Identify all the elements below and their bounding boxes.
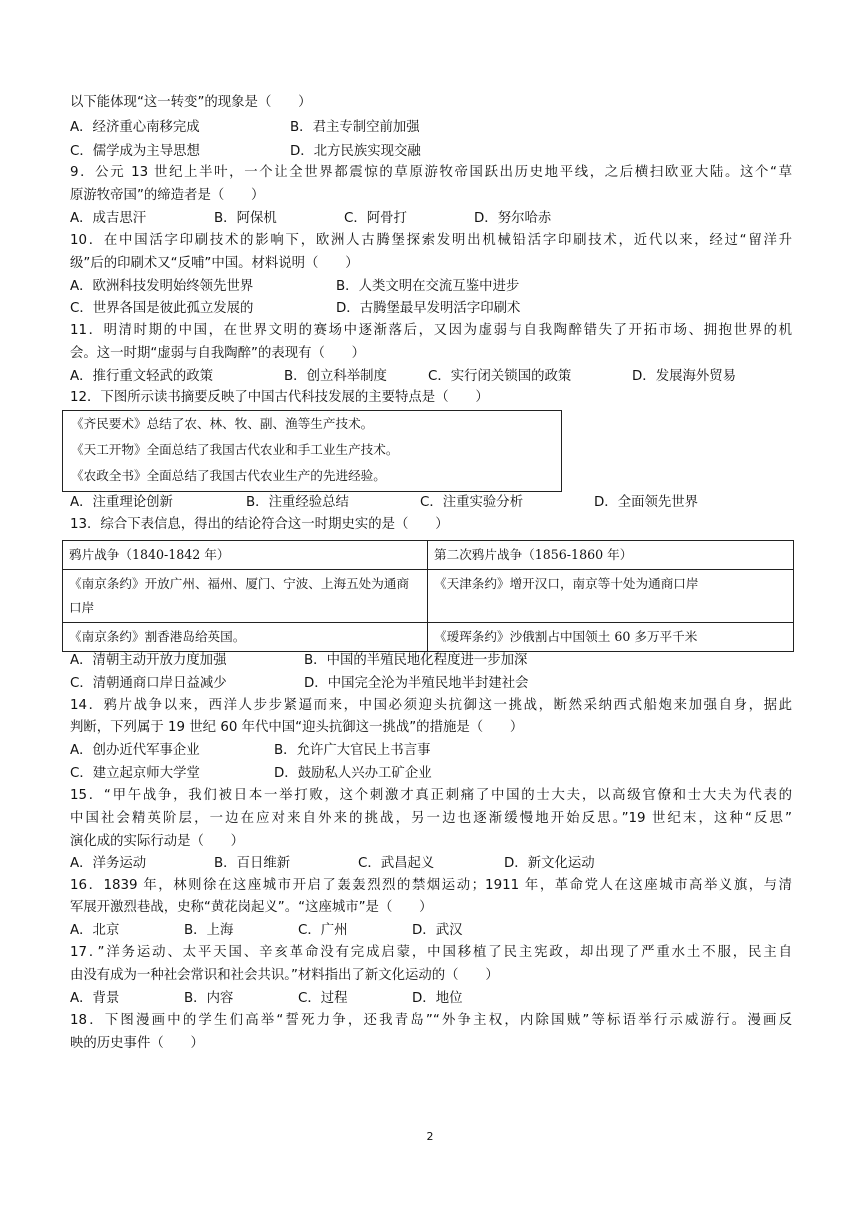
question-13-stem: 13．综合下表信息，得出的结论符合这一时期史实的是（ ） bbox=[70, 517, 449, 532]
table-cell: 鸦片战争（1840-1842 年） bbox=[63, 541, 428, 570]
reading-note-3: 《农政全书》全面总结了我国古代农业生产的先进经验。 bbox=[71, 468, 386, 483]
option-c: C．世界各国是彼此孤立发展的 bbox=[70, 301, 254, 316]
question-intro-stem: 以下能体现“这一转变”的现象是（ ） bbox=[70, 95, 312, 110]
option-a: A．欧洲科技发明始终领先世界 bbox=[70, 279, 254, 294]
table-cell: 《天津条约》增开汉口，南京等十处为通商口岸 bbox=[428, 570, 794, 623]
option-a: A．创办近代军事企业 bbox=[70, 743, 200, 758]
reading-note-2: 《天工开物》全面总结了我国古代农业和手工业生产技术。 bbox=[71, 442, 399, 457]
table-row bbox=[63, 541, 794, 570]
question-14-line-1: 14．鸦片战争以来，西洋人步步紧逼而来，中国必须迎头抗御这一挑战，断然采纳西式船炮来加强自身，据此 bbox=[70, 698, 792, 713]
page-number: 2 bbox=[426, 1130, 434, 1143]
question-14-line-2: 判断，下列属于 19 世纪 60 年代中国“迎头抗御这一挑战”的措施是（ ） bbox=[70, 720, 524, 735]
table-cell: 《南京条约》开放广州、福州、厦门、宁波、上海五处为通商口岸 bbox=[63, 570, 428, 623]
option-d: D．努尔哈赤 bbox=[474, 211, 552, 226]
option-c: C．儒学成为主导思想 bbox=[70, 144, 200, 159]
question-10-line-1: 10．在中国活字印刷技术的影响下，欧洲人古腾堡探索发明出机械铅活字印刷技术，近代以来，经过“留洋升 bbox=[70, 233, 792, 248]
option-b: B．阿保机 bbox=[214, 211, 277, 226]
option-b: B．上海 bbox=[184, 923, 234, 938]
option-b: B．人类文明在交流互鉴中进步 bbox=[336, 279, 520, 294]
question-9-line-1: 9．公元 13 世纪上半叶，一个让全世界都震惊的草原游牧帝国跃出历史地平线，之后横扫欧亚大陆。这个“草 bbox=[70, 165, 792, 180]
table-cell: 《南京条约》割香港岛给英国。 bbox=[63, 623, 428, 652]
option-c: C．建立起京师大学堂 bbox=[70, 766, 200, 781]
option-a: A．推行重文轻武的政策 bbox=[70, 369, 214, 384]
option-c: C．阿骨打 bbox=[344, 211, 407, 226]
option-b: B．内容 bbox=[184, 991, 234, 1006]
option-d: D．古腾堡最早发明活字印刷术 bbox=[336, 301, 521, 316]
table-cell: 《瑷珲条约》沙俄割占中国领土 60 多万平千米 bbox=[428, 623, 794, 652]
question-15-line-3: 演化成的实际行动是（ ） bbox=[70, 834, 245, 849]
option-b: B．百日维新 bbox=[214, 856, 291, 871]
option-c: C．注重实验分析 bbox=[420, 495, 524, 510]
question-17-line-1: 17．”洋务运动、太平天国、辛亥革命没有完成启蒙，中国移植了民主宪政，却出现了严重水土不服，民主自 bbox=[70, 945, 792, 960]
question-16-line-1: 16．1839 年，林则徐在这座城市开启了轰轰烈烈的禁烟运动；1911 年，革命党人在这座城市高举义旗，与清 bbox=[70, 878, 792, 893]
option-d: D．武汉 bbox=[412, 923, 463, 938]
option-d: D．新文化运动 bbox=[504, 856, 595, 871]
option-a: A．背景 bbox=[70, 991, 120, 1006]
question-18-line-1: 18．下图漫画中的学生们高举“誓死力争，还我青岛”“外争主权，内除国贼”等标语举行示威游行。漫画反 bbox=[70, 1013, 792, 1028]
option-b: B．注重经验总结 bbox=[246, 495, 349, 510]
question-15-line-1: 15．“甲午战争，我们被日本一举打败，这个刺激才真正刺痛了中国的士大夫，以高级官僚和士大夫为代表的 bbox=[70, 788, 792, 803]
question-17-line-2: 由没有成为一种社会常识和社会共识。”材料指出了新文化运动的（ ） bbox=[70, 968, 499, 983]
option-b: B．允许广大官民上书言事 bbox=[274, 743, 431, 758]
question-10-line-2: 级”后的印刷术又“反哺”中国。材料说明（ ） bbox=[70, 256, 359, 271]
option-c: C．实行闭关锁国的政策 bbox=[428, 369, 572, 384]
reading-note-1: 《齐民要术》总结了农、林、牧、副、渔等生产技术。 bbox=[71, 416, 374, 431]
question-12-stem: 12．下图所示读书摘要反映了中国古代科技发展的主要特点是（ ） bbox=[70, 390, 489, 405]
option-a: A．清朝主动开放力度加强 bbox=[70, 653, 227, 668]
question-15-line-2: 中国社会精英阶层，一边在应对来自外来的挑战，另一边也逐渐缓慢地开始反思。”19 世纪末，这种“反思” bbox=[70, 811, 792, 826]
table-cell: 第二次鸦片战争（1856-1860 年） bbox=[428, 541, 794, 570]
option-a: A．北京 bbox=[70, 923, 120, 938]
option-b: B．中国的半殖民地化程度进一步加深 bbox=[304, 653, 528, 668]
option-c: C．武昌起义 bbox=[358, 856, 435, 871]
option-b: B．君主专制空前加强 bbox=[290, 120, 420, 135]
option-d: D．发展海外贸易 bbox=[632, 369, 737, 384]
option-d: D．鼓励私人兴办工矿企业 bbox=[274, 766, 432, 781]
table-row bbox=[63, 623, 794, 652]
reading-notes-box bbox=[62, 410, 562, 492]
option-c: C．广州 bbox=[298, 923, 348, 938]
option-c: C．过程 bbox=[298, 991, 348, 1006]
option-d: D．中国完全沦为半殖民地半封建社会 bbox=[304, 676, 529, 691]
treaty-comparison-table bbox=[62, 540, 794, 652]
question-16-line-2: 军展开激烈巷战，史称“黄花岗起义”。“这座城市”是（ ） bbox=[70, 900, 433, 915]
option-b: B．创立科举制度 bbox=[284, 369, 387, 384]
question-11-line-1: 11．明清时期的中国，在世界文明的赛场中逐渐落后，又因为虚弱与自我陶醉错失了开拓市场、拥抱世界的机 bbox=[70, 323, 792, 338]
question-11-line-2: 会。这一时期“虚弱与自我陶醉”的表现有（ ） bbox=[70, 346, 366, 361]
question-18-line-2: 映的历史事件（ ） bbox=[70, 1036, 204, 1051]
option-a: A．注重理论创新 bbox=[70, 495, 173, 510]
option-d: D．地位 bbox=[412, 991, 463, 1006]
option-a: A．洋务运动 bbox=[70, 856, 147, 871]
question-9-line-2: 原游牧帝国”的缔造者是（ ） bbox=[70, 188, 265, 203]
option-d: D．北方民族实现交融 bbox=[290, 144, 421, 159]
option-a: A．经济重心南移完成 bbox=[70, 120, 200, 135]
table-row bbox=[63, 570, 794, 623]
option-a: A．成吉思汗 bbox=[70, 211, 147, 226]
option-d: D．全面领先世界 bbox=[594, 495, 699, 510]
option-c: C．清朝通商口岸日益减少 bbox=[70, 676, 227, 691]
